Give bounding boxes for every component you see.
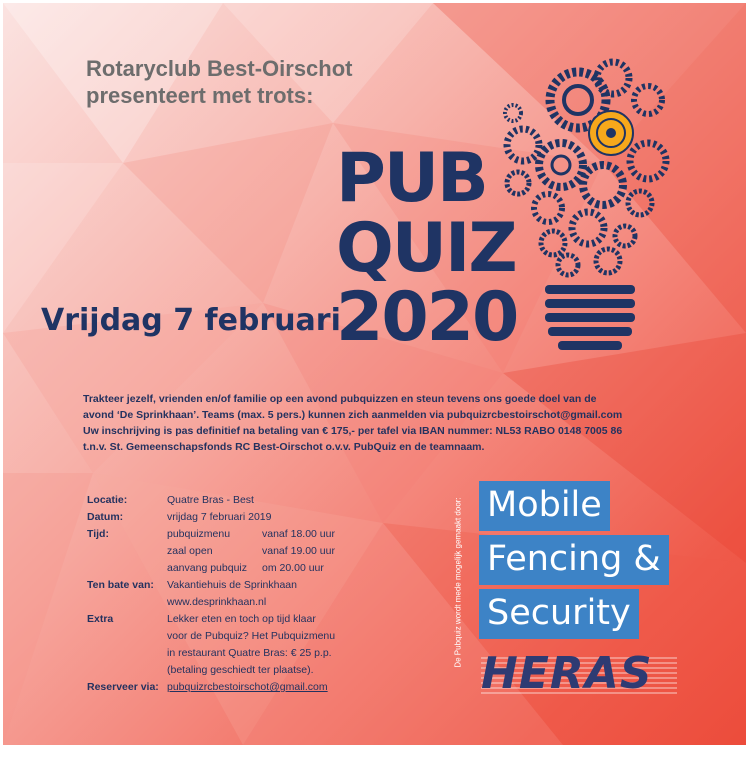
bate-label: Ten bate van: <box>87 579 154 591</box>
extra-line: in restaurant Quatre Bras: € 25 p.p. <box>167 647 332 659</box>
poster <box>3 3 746 745</box>
club-name: Rotaryclub Best-Oirschot <box>86 56 353 81</box>
club-intro <box>86 55 353 109</box>
intro-line: t.n.v. St. Gemeenschapsfonds RC Best-Oirschot o.v.v. PubQuiz en de teamnaam. <box>83 441 485 453</box>
sponsor-mobile: Mobile <box>479 481 610 531</box>
tijd-time: om 20.00 uur <box>262 562 324 574</box>
tijd-item: zaal open <box>167 545 213 557</box>
rotary-wheel-icon <box>589 111 633 155</box>
sponsor-note-text: De Pubquiz wordt mede mogelijk gemaakt door: <box>453 497 463 668</box>
tijd-label: Tijd: <box>87 528 109 540</box>
event-date: Vrijdag 7 februari <box>41 303 341 338</box>
intro-line: Uw inschrijving is pas definitief na betaling van € 175,- per tafel via IBAN nummer: NL53 RABO 0148 7005 86 <box>83 425 623 437</box>
bate-value: Vakantiehuis de Sprinkhaan <box>167 579 297 591</box>
intro-paragraph <box>83 391 683 455</box>
reserveer-label: Reserveer via: <box>87 681 159 693</box>
heras-logo-text: HERAS <box>481 654 677 694</box>
extra-line: (betaling geschiedt ter plaatse). <box>167 664 314 676</box>
tijd-time: vanaf 19.00 uur <box>262 545 335 557</box>
intro-line: Trakteer jezelf, vrienden en/of familie op een avond pubquizzen en steun tevens ons goede doel van de <box>83 393 597 405</box>
bate-url-link[interactable]: www.desprinkhaan.nl <box>167 596 267 608</box>
extra-line: voor de Pubquiz? Het Pubquizmenu <box>167 630 336 642</box>
tijd-item: pubquizmenu <box>167 528 231 540</box>
sponsor-fencing: Fencing & <box>479 535 669 585</box>
datum-value: vrijdag 7 februari 2019 <box>167 511 272 523</box>
title-pub: PUB <box>336 139 487 218</box>
tijd-time: vanaf 18.00 uur <box>262 528 335 540</box>
locatie-label: Locatie: <box>87 494 128 506</box>
extra-line: Lekker eten en toch op tijd klaar <box>167 613 316 625</box>
heras-logo <box>481 648 677 699</box>
lightbulb-gears-icon <box>493 53 683 353</box>
reserveer-email-link[interactable]: pubquizrcbestoirschot@gmail.com <box>167 681 328 693</box>
sponsor-security: Security <box>479 589 639 639</box>
locatie-value: Quatre Bras - Best <box>167 494 254 506</box>
sponsor-vertical-note <box>448 483 468 693</box>
extra-label: Extra <box>87 613 114 625</box>
club-tagline: presenteert met trots: <box>86 83 314 108</box>
title-quiz: QUIZ <box>336 209 516 288</box>
intro-line: avond ‘De Sprinkhaan’. Teams (max. 5 pers.) kunnen zich aanmelden via pubquizrcbestoirschot@gmail.com <box>83 409 623 421</box>
title-year: 2020 <box>336 278 518 357</box>
tijd-item: aanvang pubquiz <box>167 562 247 574</box>
datum-label: Datum: <box>87 511 124 523</box>
